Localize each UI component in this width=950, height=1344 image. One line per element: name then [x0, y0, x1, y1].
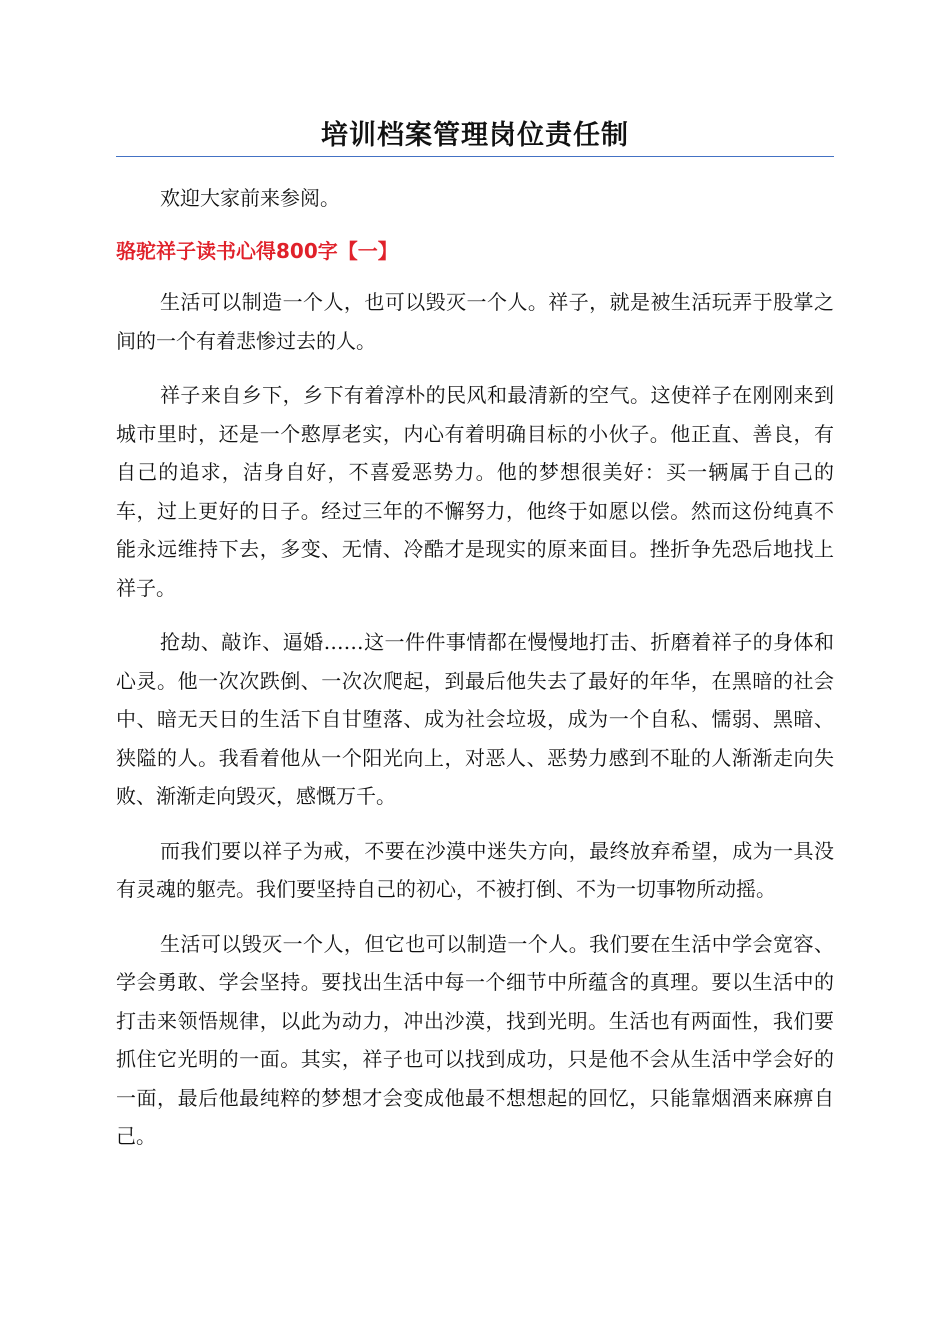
body-paragraph-3: 抢劫、敲诈、逼婚……这一件件事情都在慢慢地打击、折磨着祥子的身体和心灵。他一次次跌倒、一次次爬起，到最后他失去了最好的年华，在黑暗的社会中、暗无天日的生活下自甘堕落、成为社会垃圾，成为一个自私、懦弱、黑暗、狭隘的人。我看着他从一个阳光向上，对恶人、恶势力感到不耻的人渐渐走向失败、渐渐走向毁灭，感慨万千。 [116, 630, 834, 808]
body-paragraph-4: 而我们要以祥子为戒，不要在沙漠中迷失方向，最终放弃希望，成为一具没有灵魂的躯壳。我们要坚持自己的初心，不被打倒、不为一切事物所动摇。 [116, 838, 834, 901]
title-underline [116, 156, 834, 157]
greeting-text: 欢迎大家前来参阅。 [160, 186, 340, 210]
body-paragraph-5: 生活可以毁灭一个人，但它也可以制造一个人。我们要在生活中学会宽容、学会勇敢、学会坚持。要找出生活中每一个细节中所蕴含的真理。要以生活中的打击来领悟规律，以此为动力，冲出沙漠，找到光明。生活也有两面性，我们要抓住它光明的一面。其实，祥子也可以找到成功，只是他不会从生活中学会好的一面，最后他最纯粹的梦想才会变成他最不想想起的回忆，只能靠烟酒来麻痹自己。 [116, 931, 834, 1148]
document-title: 培训档案管理岗位责任制 [321, 120, 629, 151]
body-paragraph-2: 祥子来自乡下，乡下有着淳朴的民风和最清新的空气。这使祥子在刚刚来到城市里时，还是一个憨厚老实，内心有着明确目标的小伙子。他正直、善良，有自己的追求，洁身自好，不喜爱恶势力。他的梦想很美好：买一辆属于自己的车，过上更好的日子。经过三年的不懈努力，他终于如愿以偿。然而这份纯真不能永远维持下去，多变、无情、冷酷才是现实的原来面目。挫折争先恐后地找上祥子。 [116, 383, 834, 600]
section-heading: 骆驼祥子读书心得800字【一】 [116, 239, 398, 263]
body-paragraph-1: 生活可以制造一个人，也可以毁灭一个人。祥子，就是被生活玩弄于股掌之间的一个有着悲惨过去的人。 [116, 290, 834, 353]
